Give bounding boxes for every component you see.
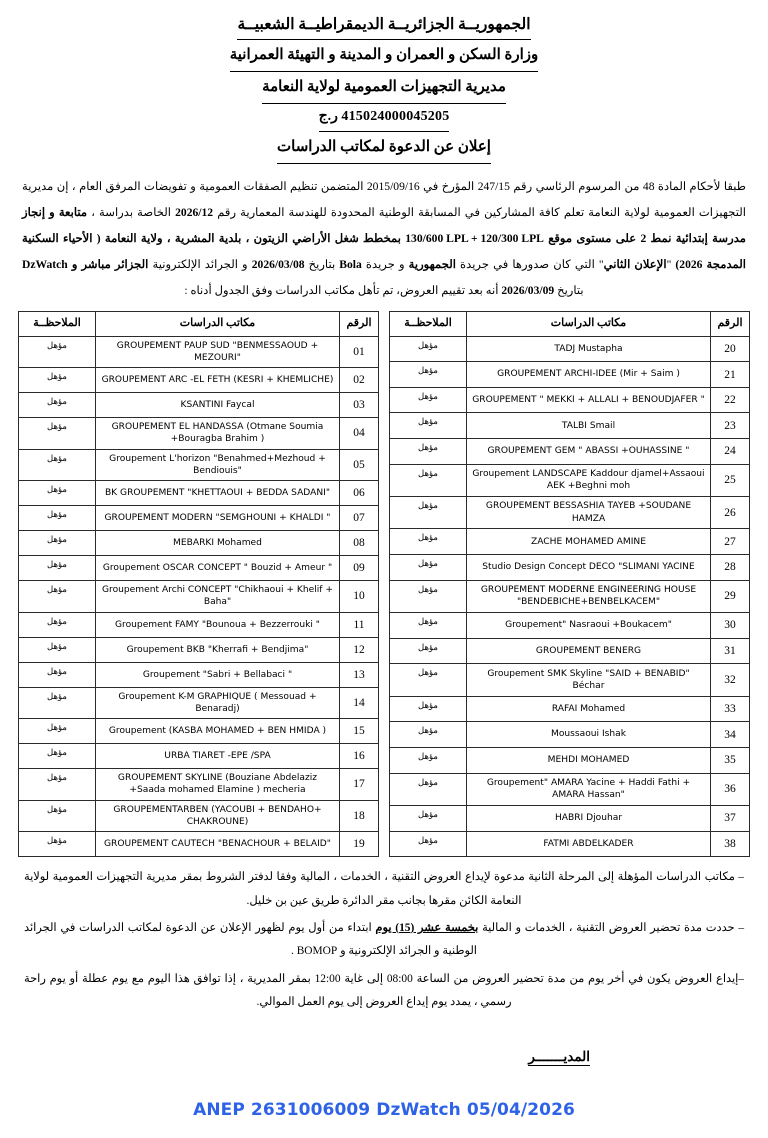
table-row <box>19 612 379 637</box>
table-row <box>19 744 379 769</box>
cell-note: مؤهل <box>390 613 467 639</box>
intro-part-k: و جريدة <box>361 258 409 272</box>
table-row <box>390 664 750 696</box>
cell-office-name: GROUPEMENTARBEN (YACOUBI + BENDAHO+ CHAKROUNE) <box>96 800 340 832</box>
cell-number: 13 <box>340 662 379 687</box>
column-header-note-right: الملاحظــة <box>19 311 96 336</box>
cell-note: مؤهل <box>390 362 467 388</box>
intro-part-f: بمخطط شغل الأراضي الزيتون ، بلدية المشرية ، ولاية النعامة ( الأحياء السكنية المدمجة 2026) <box>22 232 746 272</box>
document-header <box>18 0 750 164</box>
note-item-1: – مكاتب الدراسات المؤهلة إلى المرحلة الثانية مدعوة لإيداع العروض التقنية ، الخدمات ، المالية وفقا لدفتر الشروط بمقر مديرية التجهيزات العمومية لولاية النعامة الكائن مقرها بجانب مقر الدائرة طريق عين بن خليل. <box>24 871 744 907</box>
cell-note: مؤهل <box>390 747 467 773</box>
header-line-ministry <box>18 40 750 72</box>
cell-office-name: TADJ Mustapha <box>467 336 711 362</box>
cell-number: 12 <box>340 637 379 662</box>
cell-note: مؤهل <box>390 805 467 831</box>
anep-footer: ANEP 2631006009 DzWatch 05/04/2026 <box>193 1100 575 1120</box>
header-line-republic-text: الجمهوريــة الجزائريــة الديمقراطيــة الشعبيــة <box>237 12 530 40</box>
cell-office-name: FATMI ABDELKADER <box>467 831 711 857</box>
cell-note: مؤهل <box>19 336 96 368</box>
table-row <box>19 662 379 687</box>
cell-office-name: MEHDI MOHAMED <box>467 747 711 773</box>
cell-office-name: Groupement LANDSCAPE Kaddour djamel+Assaoui AEK +Beghni moh <box>467 464 711 496</box>
header-rc-number: 415024000045205 <box>341 108 450 124</box>
cell-office-name: GROUPEMENT CAUTECH "BENACHOUR + BELAID" <box>96 832 340 857</box>
cell-note: مؤهل <box>390 580 467 612</box>
note-2-part-a: – حددت مدة تحضير العروض التقنية ، الخدمات و المالية <box>478 922 745 935</box>
cell-office-name: GROUPEMENT BENERG <box>467 638 711 664</box>
cell-note: مؤهل <box>19 581 96 613</box>
cell-office-name: KSANTINI Faycal <box>96 393 340 418</box>
cell-number: 22 <box>711 387 750 413</box>
cell-note: مؤهل <box>390 664 467 696</box>
cell-number: 33 <box>711 696 750 722</box>
cell-office-name: Groupement FAMY "Bounoua + Bezzerrouki " <box>96 612 340 637</box>
cell-number: 17 <box>340 769 379 801</box>
intro-paragraph <box>18 174 750 304</box>
table-right-body <box>19 336 379 857</box>
header-rc-label: ر.ج <box>318 108 338 124</box>
cell-number: 35 <box>711 747 750 773</box>
cell-note: مؤهل <box>390 555 467 581</box>
table-row <box>390 613 750 639</box>
intro-part-i: " التي كان صدورها في جريدة <box>455 258 604 272</box>
cell-office-name: GROUPEMENT EL HANDASSA (Otmane Soumia +Bouragba Brahim ) <box>96 418 340 450</box>
cell-number: 21 <box>711 362 750 388</box>
cell-note: مؤهل <box>390 387 467 413</box>
cell-note: مؤهل <box>390 722 467 748</box>
cell-note: مؤهل <box>390 831 467 857</box>
page-title <box>18 132 750 164</box>
column-header-office-right: مكاتب الدراسات <box>96 311 340 336</box>
table-row <box>390 336 750 362</box>
cell-number: 25 <box>711 464 750 496</box>
intro-second-announcement: الإعلان الثاني <box>603 258 667 272</box>
conditions-notes <box>18 866 750 1014</box>
cell-note: مؤهل <box>390 773 467 805</box>
table-right-header-row <box>19 311 379 336</box>
column-header-num-right: الرقم <box>340 311 379 336</box>
cell-number: 10 <box>340 581 379 613</box>
table-row <box>19 556 379 581</box>
cell-office-name: Groupement Archi CONCEPT "Chikhaoui + Khelif + Baha" <box>96 581 340 613</box>
cell-note: مؤهل <box>19 637 96 662</box>
cell-office-name: BK GROUPEMENT "KHETTAOUI + BEDDA SADANI" <box>96 481 340 506</box>
cell-number: 26 <box>711 497 750 529</box>
page-title-text: إعلان عن الدعوة لمكاتب الدراسات <box>277 132 491 164</box>
table-row <box>390 580 750 612</box>
cell-number: 23 <box>711 413 750 439</box>
table-row <box>390 413 750 439</box>
table-row <box>19 506 379 531</box>
header-line-ministry-text: وزارة السكن و العمران و المدينة و التهيئة العمرانية <box>230 40 539 72</box>
cell-office-name: TALBI Smail <box>467 413 711 439</box>
cell-note: مؤهل <box>390 638 467 664</box>
cell-number: 04 <box>340 418 379 450</box>
table-row <box>19 637 379 662</box>
cell-office-name: GROUPEMENT ARCHI-IDEE (Mir + Saim ) <box>467 362 711 388</box>
table-row <box>19 393 379 418</box>
cell-number: 15 <box>340 719 379 744</box>
cell-number: 34 <box>711 722 750 748</box>
table-row <box>390 464 750 496</box>
table-row <box>19 769 379 801</box>
intro-part-d: متابعة و إنجاز مدرسة إبتدائية نمط 2 على مستوى موقع <box>22 206 746 246</box>
table-row <box>390 439 750 465</box>
cell-office-name: GROUPEMENT BESSASHIA TAYEB +SOUDANE HAMZA <box>467 497 711 529</box>
cell-note: مؤهل <box>390 529 467 555</box>
header-line-rc <box>18 104 750 133</box>
cell-office-name: Groupement BKB "Kherrafi + Bendjima" <box>96 637 340 662</box>
cell-office-name: GROUPEMENT MODERN "SEMGHOUNI + KHALDI " <box>96 506 340 531</box>
table-row <box>390 831 750 857</box>
cell-note: مؤهل <box>19 556 96 581</box>
cell-number: 32 <box>711 664 750 696</box>
cell-note: مؤهل <box>390 497 467 529</box>
cell-note: مؤهل <box>390 336 467 362</box>
table-row <box>390 805 750 831</box>
table-row <box>19 687 379 719</box>
cell-office-name: Groupement" AMARA Yacine + Haddi Fathi + AMARA Hassan" <box>467 773 711 805</box>
table-row <box>390 722 750 748</box>
cell-number: 38 <box>711 831 750 857</box>
cell-note: مؤهل <box>19 719 96 744</box>
table-left-body <box>390 336 750 857</box>
table-right <box>18 311 379 858</box>
cell-office-name: URBA TIARET -EPE /SPA <box>96 744 340 769</box>
table-row <box>390 773 750 805</box>
cell-number: 02 <box>340 368 379 393</box>
cell-number: 31 <box>711 638 750 664</box>
cell-office-name: MEBARKI Mohamed <box>96 531 340 556</box>
cell-office-name: Studio Design Concept DECO "SLIMANI YACINE <box>467 555 711 581</box>
table-row <box>19 719 379 744</box>
note-2-deadline: بخمسة عشر (15) يوم <box>375 922 479 935</box>
cell-office-name: Groupement K-M GRAPHIQUE ( Messouad + Benaradj) <box>96 687 340 719</box>
cell-office-name: Groupement "Sabri + Bellabaci " <box>96 662 340 687</box>
intro-part-o: و الجرائد الإلكترونية <box>148 258 252 272</box>
intro-part-s: أنه بعد تقييم العروض، تم تأهل مكاتب الدراسات وفق الجدول أدناه : <box>184 284 502 298</box>
cell-office-name: Moussaoui Ishak <box>467 722 711 748</box>
cell-office-name: GROUPEMENT GEM " ABASSI +OUHASSINE " <box>467 439 711 465</box>
header-line-republic <box>18 12 750 40</box>
cell-number: 30 <box>711 613 750 639</box>
cell-number: 06 <box>340 481 379 506</box>
cell-note: مؤهل <box>19 687 96 719</box>
intro-part-a: طبقا لأحكام المادة 48 من المرسوم الرئاسي رقم 247/15 المؤرخ في 2015/09/16 المتضمن تنظيم الصفقات العمومية و تفويضات المرفق العام ، إن مديرية التجهيزات العمومية لولاية النعامة تعلم كافة المشاركين في المسابقة الوطنية المحدودة للهندسة المعمارية رقم <box>22 180 746 220</box>
cell-number: 20 <box>711 336 750 362</box>
intro-newspaper-1: الجمهورية <box>408 258 456 272</box>
cell-number: 37 <box>711 805 750 831</box>
table-row <box>19 832 379 857</box>
cell-note: مؤهل <box>390 696 467 722</box>
table-row <box>19 531 379 556</box>
intro-lpl-codes: 130/600 LPL + 120/300 LPL <box>405 232 544 246</box>
cell-office-name: Groupement (KASBA MOHAMED + BEN HMIDA ) <box>96 719 340 744</box>
cell-number: 09 <box>340 556 379 581</box>
intro-part-c: الخاصة بدراسة ، <box>87 206 176 220</box>
table-row <box>390 555 750 581</box>
cell-office-name: GROUPEMENT " MEKKI + ALLALI + BENOUDJAFER " <box>467 387 711 413</box>
cell-note: مؤهل <box>19 531 96 556</box>
cell-note: مؤهل <box>390 439 467 465</box>
table-row <box>19 368 379 393</box>
cell-note: مؤهل <box>19 393 96 418</box>
note-item-2 <box>24 917 744 964</box>
cell-number: 29 <box>711 580 750 612</box>
cell-note: مؤهل <box>19 800 96 832</box>
cell-number: 19 <box>340 832 379 857</box>
table-row <box>390 497 750 529</box>
table-row <box>19 581 379 613</box>
cell-number: 07 <box>340 506 379 531</box>
cell-number: 01 <box>340 336 379 368</box>
table-row <box>390 387 750 413</box>
signature-block <box>18 1049 750 1065</box>
table-row <box>390 362 750 388</box>
table-left <box>389 311 750 858</box>
cell-number: 36 <box>711 773 750 805</box>
cell-note: مؤهل <box>19 481 96 506</box>
cell-number: 08 <box>340 531 379 556</box>
column-header-note-left: الملاحظــة <box>390 311 467 336</box>
table-left-header-row <box>390 311 750 336</box>
cell-number: 11 <box>340 612 379 637</box>
cell-note: مؤهل <box>19 506 96 531</box>
table-row <box>390 529 750 555</box>
table-row <box>19 481 379 506</box>
cell-office-name: GROUPEMENT ARC -EL FETH (KESRI + KHEMLICHE) <box>96 368 340 393</box>
cell-office-name: Groupement" Nasraoui +Boukacem" <box>467 613 711 639</box>
intro-electronic-papers: الجزائر مباشر و DzWatch <box>22 258 149 272</box>
table-row <box>19 800 379 832</box>
cell-office-name: GROUPEMENT MODERNE ENGINEERING HOUSE "BENDEBICHE+BENBELKACEM" <box>467 580 711 612</box>
column-header-office-left: مكاتب الدراسات <box>467 311 711 336</box>
table-row <box>19 449 379 481</box>
cell-office-name: Groupement L'horizon "Benahmed+Mezhoud + Bendiouis" <box>96 449 340 481</box>
cell-note: مؤهل <box>19 449 96 481</box>
qualified-offices-tables <box>18 311 750 858</box>
note-item-3: –إيداع العروض يكون في أخر يوم من مدة تحضير العروض من الساعة 08:00 إلى غاية 12:00 بمقر المديرية ، إذا توافق هذا اليوم مع يوم عطلة أو يوم راحة رسمي ، يمدد يوم إيداع العروض إلى يوم العمل الموالي. <box>24 972 744 1009</box>
intro-part-m: بتاريخ <box>304 258 340 272</box>
cell-number: 28 <box>711 555 750 581</box>
cell-number: 18 <box>340 800 379 832</box>
column-header-num-left: الرقم <box>711 311 750 336</box>
table-row <box>19 336 379 368</box>
cell-note: مؤهل <box>390 464 467 496</box>
cell-note: مؤهل <box>19 662 96 687</box>
table-row <box>390 638 750 664</box>
cell-note: مؤهل <box>19 744 96 769</box>
cell-note: مؤهل <box>19 832 96 857</box>
note-2-part-b: ابتداء من أول يوم لظهور الإعلان عن الدعوة لمكاتب الدراسات في الجرائد الوطنية و الجرائد الإلكترونية و BOMOP . <box>24 922 477 958</box>
cell-office-name: Groupement OSCAR CONCEPT " Bouzid + Ameur " <box>96 556 340 581</box>
cell-number: 24 <box>711 439 750 465</box>
cell-office-name: ZACHE MOHAMED AMINE <box>467 529 711 555</box>
cell-office-name: Groupement SMK Skyline "SAID + BENABID" Béchar <box>467 664 711 696</box>
cell-note: مؤهل <box>19 418 96 450</box>
cell-note: مؤهل <box>390 413 467 439</box>
cell-note: مؤهل <box>19 612 96 637</box>
intro-date-1: 2026/03/08 <box>251 258 305 272</box>
cell-office-name: HABRI Djouhar <box>467 805 711 831</box>
cell-number: 03 <box>340 393 379 418</box>
signature-label: المديـــــــر <box>528 1048 590 1064</box>
cell-office-name: GROUPEMENT PAUP SUD "BENMESSAOUD + MEZOURI" <box>96 336 340 368</box>
table-row <box>390 747 750 773</box>
cell-number: 27 <box>711 529 750 555</box>
intro-tender-number: 2026/12 <box>175 206 214 220</box>
cell-number: 05 <box>340 449 379 481</box>
header-rc-text <box>319 104 450 133</box>
cell-number: 14 <box>340 687 379 719</box>
header-line-directorate-text: مديرية التجهيزات العمومية لولاية النعامة <box>262 72 506 104</box>
table-row <box>19 418 379 450</box>
table-row <box>390 696 750 722</box>
header-line-directorate <box>18 72 750 104</box>
intro-part-q: بتاريخ <box>554 284 584 298</box>
intro-date-2: 2026/03/09 <box>501 284 555 298</box>
cell-office-name: GROUPEMENT SKYLINE (Bouziane Abdelaziz +Saada mohamed Elamine ) mecheria <box>96 769 340 801</box>
intro-newspaper-2: Bola <box>339 258 362 272</box>
cell-office-name: RAFAI Mohamed <box>467 696 711 722</box>
cell-note: مؤهل <box>19 368 96 393</box>
cell-note: مؤهل <box>19 769 96 801</box>
intro-part-g: " <box>666 258 676 272</box>
cell-number: 16 <box>340 744 379 769</box>
